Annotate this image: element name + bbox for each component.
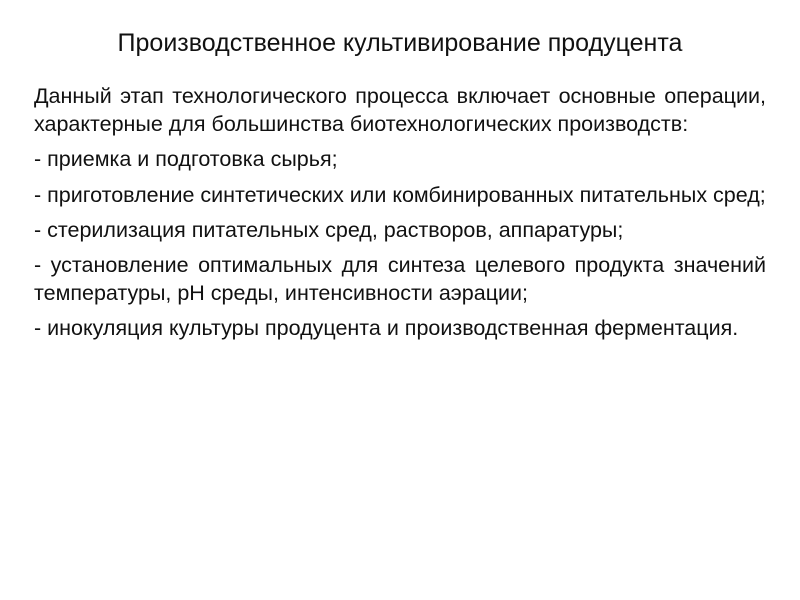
list-item: - приготовление синтетических или комбинированных питательных сред; bbox=[34, 182, 766, 207]
list-item: - стерилизация питательных сред, растворов, аппаратуры; bbox=[34, 217, 624, 242]
list-item: - инокуляция культуры продуцента и производственная ферментация. bbox=[34, 316, 739, 341]
list-item: - установление оптимальных для синтеза целевого продукта значений температуры, рН среды, интенсивности аэрации; bbox=[34, 253, 766, 306]
slide-body bbox=[34, 82, 766, 350]
slide-title: Производственное культивирование продуцента bbox=[117, 29, 683, 57]
intro-paragraph: Данный этап технологического процесса включает основные операции, характерные для большинства биотехнологических производств: bbox=[34, 84, 766, 137]
list-item: - приемка и подготовка сырья; bbox=[34, 147, 338, 172]
